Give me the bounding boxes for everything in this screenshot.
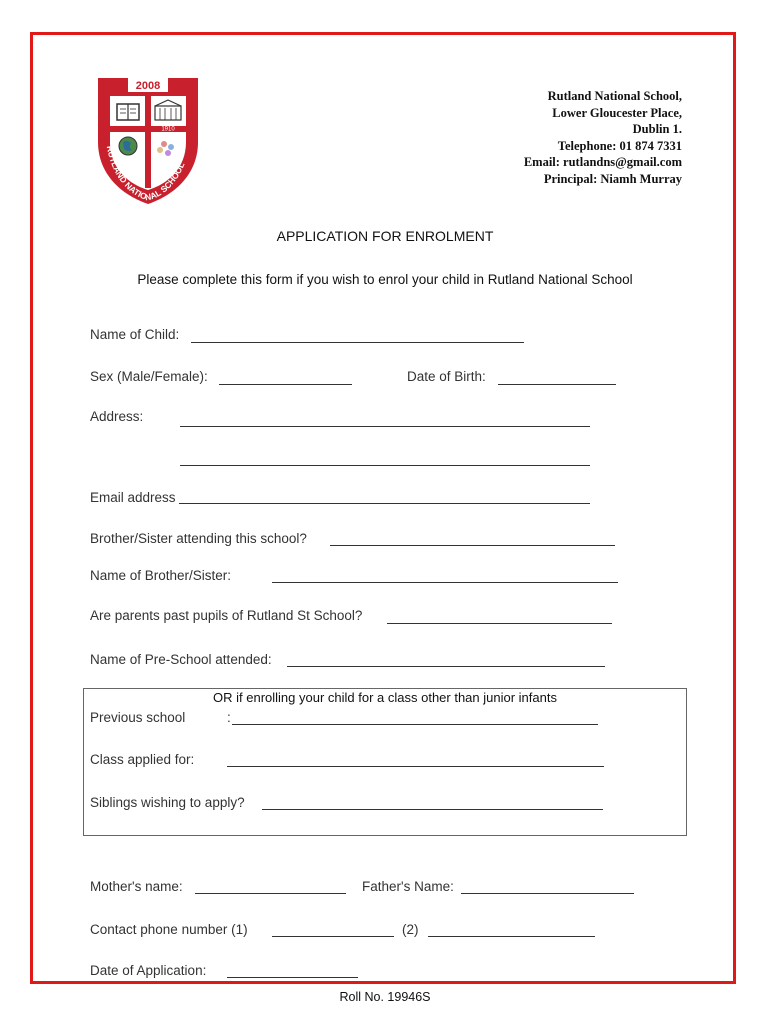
sex-label: Sex (Male/Female):: [90, 369, 208, 384]
previous-school-label: Previous school: [90, 710, 186, 725]
parents-past-pupils-field[interactable]: [387, 623, 612, 624]
siblings-apply-field[interactable]: [262, 809, 603, 810]
parents-past-pupils-label: Are parents past pupils of Rutland St School?: [90, 608, 363, 623]
phone-2-field[interactable]: [428, 936, 595, 937]
sibling-name-field[interactable]: [272, 582, 618, 583]
school-crest-logo: [92, 72, 204, 208]
crest-year-top: 2008: [135, 80, 161, 92]
preschool-label: Name of Pre-School attended:: [90, 652, 272, 667]
application-date-field[interactable]: [227, 977, 358, 978]
father-name-label: Father's Name:: [362, 879, 454, 894]
mother-name-label: Mother's name:: [90, 879, 183, 894]
mother-name-field[interactable]: [195, 893, 346, 894]
globe-icon: [119, 137, 137, 155]
crest-year-inner: 1910: [161, 126, 175, 133]
school-name: Rutland National School,: [547, 89, 682, 103]
sex-field[interactable]: [219, 384, 352, 385]
school-address-block: [524, 88, 682, 187]
form-title: APPLICATION FOR ENROLMENT: [276, 228, 494, 244]
roll-number: Roll No. 19946S: [339, 990, 431, 1004]
email-field[interactable]: [179, 503, 590, 504]
siblings-apply-label: Siblings wishing to apply?: [90, 795, 245, 810]
phone-1-field[interactable]: [272, 936, 394, 937]
other-class-heading: OR if enrolling your child for a class other than junior infants: [213, 690, 557, 705]
child-name-label: Name of Child:: [90, 327, 180, 342]
sibling-name-label: Name of Brother/Sister:: [90, 568, 232, 583]
preschool-field[interactable]: [287, 666, 605, 667]
book-icon: [117, 104, 139, 120]
previous-school-colon: :: [227, 710, 231, 725]
phone-2-label: (2): [402, 922, 419, 937]
child-name-field[interactable]: [191, 342, 524, 343]
address-line-1-field[interactable]: [180, 426, 590, 427]
class-applied-field[interactable]: [227, 766, 604, 767]
phone-1-label: Contact phone number (1): [90, 922, 248, 937]
dob-field[interactable]: [498, 384, 616, 385]
school-principal: Principal: Niamh Murray: [543, 171, 682, 186]
crest-ring-text: RUTLAND NATIONAL SCHOOL: [104, 144, 187, 203]
form-instruction: Please complete this form if you wish to enrol your child in Rutland National School: [137, 272, 633, 287]
previous-school-field[interactable]: [232, 724, 598, 725]
sibling-attending-field[interactable]: [330, 545, 615, 546]
dob-label: Date of Birth:: [407, 369, 486, 384]
school-telephone: Telephone: 01 874 7331: [557, 138, 682, 153]
address-line-2-field[interactable]: [180, 465, 590, 466]
sibling-attending-label: Brother/Sister attending this school?: [90, 531, 307, 546]
address-label: Address:: [90, 409, 144, 424]
school-email: Email: rutlandns@gmail.com: [523, 155, 682, 169]
father-name-field[interactable]: [461, 893, 634, 894]
school-street: Lower Gloucester Place,: [552, 105, 682, 120]
school-city: Dublin 1.: [632, 122, 682, 136]
email-label: Email address: [90, 490, 176, 505]
class-applied-label: Class applied for:: [90, 752, 195, 767]
application-date-label: Date of Application:: [90, 963, 207, 978]
